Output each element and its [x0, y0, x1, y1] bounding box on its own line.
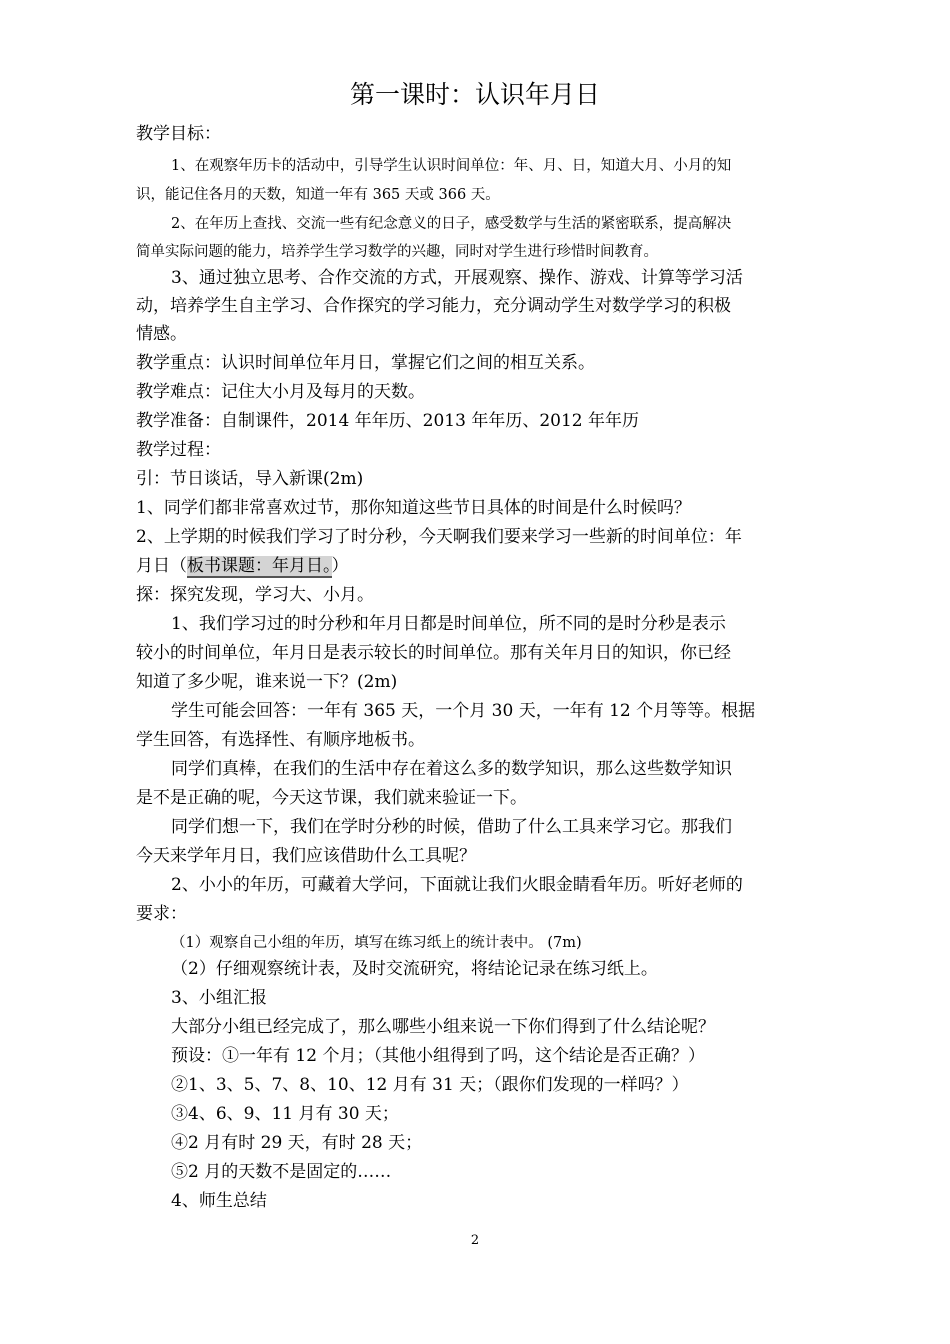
preset-2: ②1、3、5、7、8、10、12 月有 31 天；（跟你们发现的一样吗？） — [171, 1075, 689, 1095]
think-line-2: 今天来学年月日，我们应该借助什么工具呢？ — [136, 846, 476, 866]
board-title-highlight: 板书课题：年月日。 — [187, 556, 332, 576]
intro-item-1: 1、同学们都非常喜欢过节，那你知道这些节日具体的时间是什么时候吗？ — [136, 498, 691, 518]
praise-line-1: 同学们真棒，在我们的生活中存在着这么多的数学知识，那么这些数学知识 — [171, 759, 732, 779]
explore-2-line-1: 2、小小的年历，可藏着大学问，下面就让我们火眼金睛看年历。听好老师的 — [171, 875, 743, 895]
requirement-2: （2）仔细观察统计表，及时交流研究，将结论记录在练习纸上。 — [171, 959, 658, 979]
objective-3-line-3: 情感。 — [136, 324, 187, 344]
answer-line-1: 学生可能会回答：一年有 365 天，一个月 30 天，一年有 12 个月等等。根据 — [171, 701, 756, 721]
objectives-heading: 教学目标： — [136, 124, 221, 144]
answer-line-2: 学生回答，有选择性、有顺序地板书。 — [136, 730, 425, 750]
preset-5: ⑤2 月的天数不是固定的…… — [171, 1162, 392, 1182]
requirement-1: （1）观察自己小组的年历，填写在练习纸上的统计表中。 (7m) — [171, 935, 582, 951]
explore-1-line-3: 知道了多少呢，谁来说一下？(2m) — [136, 672, 398, 692]
praise-line-2: 是不是正确的呢，今天这节课，我们就来验证一下。 — [136, 788, 527, 808]
intro-heading: 引：节日谈话，导入新课(2m) — [136, 469, 364, 489]
explore-3: 3、小组汇报 — [171, 988, 267, 1008]
objective-3-line-1: 3、通过独立思考、合作交流的方式，开展观察、操作、游戏、计算等学习活 — [171, 268, 743, 288]
page-number: 2 — [470, 1233, 480, 1248]
objective-1-line-1: 1、在观察年历卡的活动中，引导学生认识时间单位：年、月、日，知道大月、小月的知 — [171, 158, 732, 174]
explore-heading: 探：探究发现，学习大、小月。 — [136, 585, 374, 605]
intro-item-2-prefix: 月日（ — [136, 556, 187, 576]
page-title: 第一课时：认识年月日 — [349, 80, 600, 109]
difficulty: 教学难点：记住大小月及每月的天数。 — [136, 382, 425, 402]
preset-3: ③4、6、9、11 月有 30 天； — [171, 1104, 399, 1124]
preset-1: 预设：①一年有 12 个月；（其他小组得到了吗，这个结论是否正确？） — [171, 1046, 705, 1066]
report-question: 大部分小组已经完成了，那么哪些小组来说一下你们得到了什么结论呢？ — [171, 1017, 715, 1037]
process-heading: 教学过程： — [136, 440, 221, 460]
intro-item-2-line-1: 2、上学期的时候我们学习了时分秒，今天啊我们要来学习一些新的时间单位：年 — [136, 527, 742, 547]
explore-1-line-1: 1、我们学习过的时分秒和年月日都是时间单位，所不同的是时分秒是表示 — [171, 614, 726, 634]
preparation: 教学准备：自制课件，2014 年年历、2013 年年历、2012 年年历 — [136, 411, 640, 431]
think-line-1: 同学们想一下，我们在学时分秒的时候，借助了什么工具来学习它。那我们 — [171, 817, 732, 837]
objective-2-line-2: 简单实际问题的能力，培养学生学习数学的兴趣，同时对学生进行珍惜时间教育。 — [136, 244, 658, 260]
preset-4: ④2 月有时 29 天，有时 28 天； — [171, 1133, 423, 1153]
objective-1-line-2: 识，能记住各月的天数，知道一年有 365 天或 366 天。 — [136, 187, 500, 203]
explore-1-line-2: 较小的时间单位，年月日是表示较长的时间单位。那有关年月日的知识，你已经 — [136, 643, 731, 663]
key-point: 教学重点：认识时间单位年月日，掌握它们之间的相互关系。 — [136, 353, 595, 373]
objective-3-line-2: 动，培养学生自主学习、合作探究的学习能力，充分调动学生对数学学习的积极 — [136, 296, 731, 316]
intro-item-2-suffix: ） — [331, 556, 349, 576]
explore-2-line-2: 要求： — [136, 904, 187, 924]
explore-4: 4、师生总结 — [171, 1191, 267, 1211]
intro-item-2-line-2 — [136, 554, 826, 578]
objective-2-line-1: 2、在年历上查找、交流一些有纪念意义的日子，感受数学与生活的紧密联系，提高解决 — [171, 216, 732, 232]
